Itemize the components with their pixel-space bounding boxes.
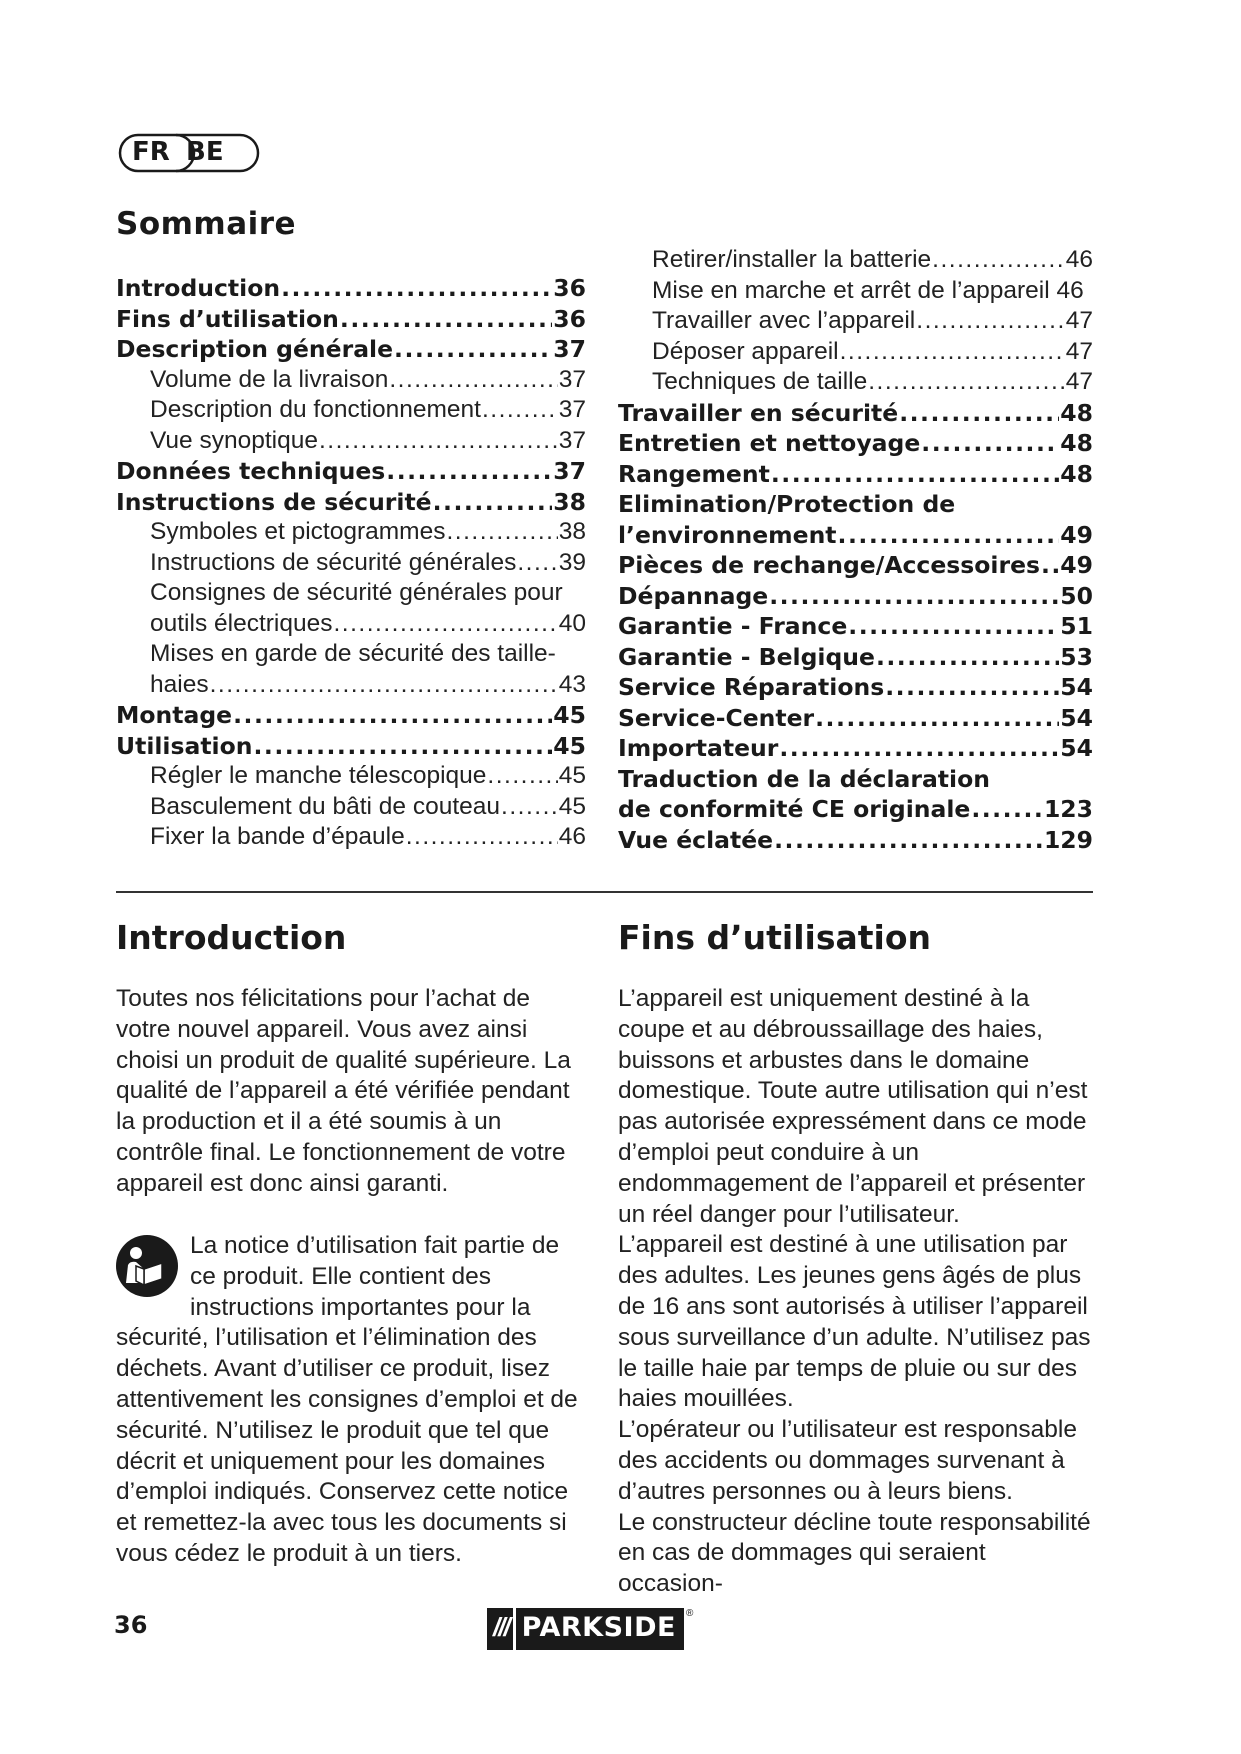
toc-entry-page: 54 <box>1060 703 1093 732</box>
fins-paragraph-4: Le constructeur décline toute responsabilité en cas de dommages qui seraient occasion- <box>618 1508 1091 1598</box>
toc-entry-label: Données techniques <box>116 457 386 485</box>
toc-entry-leader <box>868 367 1065 398</box>
toc-entry-label: Techniques de taille <box>652 368 868 395</box>
toc-left-column <box>116 273 586 853</box>
introduction-paragraph-2-block <box>116 1231 588 1570</box>
toc-entry <box>116 731 586 762</box>
toc-entry <box>618 764 1093 795</box>
toc-entry-label: outils électriques <box>150 609 333 637</box>
toc-entry <box>618 611 1093 642</box>
toc-entry <box>618 428 1093 459</box>
toc-entry-label: Régler le manche télescopique <box>150 762 487 789</box>
toc-entry-label: Retirer/installer la batterie <box>652 246 932 273</box>
toc-entry-leader <box>876 642 1059 673</box>
toc-entry-page: 36 <box>553 274 586 302</box>
toc-entry <box>116 395 586 426</box>
introduction-paragraph-2: La notice d’utilisation fait partie de ce produit. Elle contient des instructions importantes pour la sécurité, l’utilisation et l’élimination des déchets. Avant d’utiliser ce produit, lisez attentivement les consignes d’emploi et de sécurité. N’utilisez le produit que tel que décrit et uniquement pour les domaines d’emploi indiqués. Conservez cette notice et remettez-la avec tous les documents si vous cédez le produit à un tiers. <box>116 1232 578 1567</box>
fins-paragraph-3: L’opérateur ou l’utilisateur est responsable des accidents ou dommages survenant à d’autres personnes ou à leurs biens. <box>618 1416 1077 1505</box>
toc-entry-label: Rangement <box>618 459 770 488</box>
toc-entry-label: Dépannage <box>618 581 769 610</box>
toc-entry-leader <box>838 520 1060 551</box>
section-divider <box>116 891 1093 893</box>
toc-entry-label: Introduction <box>116 274 281 302</box>
toc-entry-leader <box>389 365 557 396</box>
toc-entry-leader <box>254 731 553 762</box>
toc-entry-leader <box>406 822 558 853</box>
read-manual-icon <box>114 1233 180 1299</box>
toc-entry-leader <box>815 703 1059 734</box>
toc-entry-leader <box>487 761 557 792</box>
toc-entry-leader <box>774 825 1043 856</box>
toc-entry-label: Symboles et pictogrammes <box>150 518 446 545</box>
page-number: 36 <box>114 1611 148 1639</box>
language-primary: FR <box>132 137 170 167</box>
toc-entry <box>618 398 1093 429</box>
toc-entry <box>116 700 586 731</box>
toc-entry <box>618 733 1093 764</box>
toc-entry <box>116 487 586 518</box>
toc-entry-label: Pièces de rechange/Accessoires <box>618 551 1040 579</box>
toc-entry-leader <box>932 245 1065 276</box>
language-badge <box>116 133 268 173</box>
toc-entry-page: 39 <box>558 548 586 576</box>
toc-entry-leader <box>482 395 558 426</box>
toc-entry <box>116 517 586 548</box>
toc-entry-leader <box>916 306 1064 337</box>
toc-entry-leader <box>1041 550 1059 581</box>
toc-entry <box>116 639 586 670</box>
parkside-logo <box>487 1608 693 1650</box>
toc-entry-page: 37 <box>553 457 586 485</box>
toc-entry-leader <box>517 548 557 579</box>
toc-entry-label: Importateur <box>618 734 779 762</box>
toc-entry-leader <box>446 517 557 548</box>
toc-entry <box>618 367 1093 398</box>
toc-entry-leader <box>394 334 552 365</box>
toc-entry-label: Service Réparations <box>618 673 885 701</box>
toc-entry-label: Instructions de sécurité générales <box>150 548 517 576</box>
toc-entry-label: Traduction de la déclaration <box>618 764 990 793</box>
toc-title: Sommaire <box>116 206 297 242</box>
toc-entry-label: Vue éclatée <box>618 825 774 854</box>
toc-entry-page: 49 <box>1060 551 1093 579</box>
toc-entry-label: Elimination/Protection de <box>618 490 956 518</box>
toc-entry-page: 37 <box>558 365 586 393</box>
toc-entry <box>618 520 1093 551</box>
toc-entry <box>618 550 1093 581</box>
toc-entry-leader <box>386 456 552 487</box>
toc-entry-label: Déposer appareil <box>652 337 839 365</box>
toc-entry-page: 47 <box>1065 368 1093 395</box>
toc-entry <box>618 245 1093 276</box>
toc-entry <box>618 489 1093 520</box>
toc-entry-leader <box>340 304 552 335</box>
toc-entry <box>618 306 1093 337</box>
toc-entry-label: l’environnement <box>618 520 837 549</box>
toc-entry-page: 38 <box>558 518 586 545</box>
toc-entry-label: Instructions de sécurité <box>116 487 432 516</box>
toc-entry-leader <box>233 700 552 731</box>
toc-entry-page: 38 <box>553 487 586 516</box>
toc-entry-label: Volume de la livraison <box>150 365 389 393</box>
fins-heading: Fins d’utilisation <box>618 918 932 957</box>
toc-entry-label: Description du fonctionnement <box>150 396 481 423</box>
logo-slashes: /// <box>487 1608 513 1650</box>
toc-entry-page: 37 <box>553 335 586 363</box>
toc-entry <box>618 642 1093 673</box>
toc-entry-page: 46 <box>1065 246 1093 273</box>
toc-entry-label: Utilisation <box>116 731 253 760</box>
toc-entry-label: Fins d’utilisation <box>116 304 339 333</box>
toc-entry-page: 47 <box>1065 307 1093 334</box>
toc-entry-label: Basculement du bâti de couteau <box>150 792 501 820</box>
toc-entry-page: 40 <box>558 609 586 637</box>
toc-entry-page: 36 <box>553 304 586 333</box>
toc-entry <box>618 672 1093 703</box>
toc-entry <box>116 304 586 335</box>
toc-entry <box>116 426 586 457</box>
toc-entry-page: 54 <box>1060 734 1093 762</box>
toc-entry-leader <box>971 794 1043 825</box>
toc-entry-page: 37 <box>558 426 586 454</box>
toc-entry-label: Fixer la bande d’épaule <box>150 823 405 850</box>
toc-entry-label: Garantie - France <box>618 612 848 640</box>
toc-entry-page: 51 <box>1060 612 1093 640</box>
toc-entry-leader <box>921 428 1059 459</box>
introduction-heading: Introduction <box>116 918 347 957</box>
toc-entry <box>618 459 1093 490</box>
toc-entry-page: 49 <box>1060 520 1093 549</box>
toc-entry-label: de conformité CE originale <box>618 795 971 823</box>
toc-entry-page: 45 <box>553 701 586 729</box>
toc-entry-label: haies <box>150 670 209 698</box>
toc-entry-leader <box>771 459 1059 490</box>
toc-entry-page: 47 <box>1065 337 1093 365</box>
toc-entry <box>618 581 1093 612</box>
toc-entry <box>618 276 1093 307</box>
toc-entry-leader <box>885 672 1059 703</box>
toc-entry-leader <box>840 337 1065 368</box>
toc-entry-page: 45 <box>558 792 586 820</box>
logo-registered-mark: ® <box>685 1608 694 1619</box>
toc-entry-label: Entretien et nettoyage <box>618 429 921 457</box>
logo-text: PARKSIDE <box>513 1608 684 1650</box>
toc-entry-leader <box>899 398 1059 429</box>
toc-entry-label: Consignes de sécurité générales pour <box>150 579 563 606</box>
toc-entry-label: Description générale <box>116 335 394 363</box>
toc-entry-leader <box>281 273 552 304</box>
fins-text <box>618 984 1093 1600</box>
toc-entry-label: Mise en marche et arrêt de l’appareil 46 <box>652 276 1084 304</box>
toc-entry-label: Mises en garde de sécurité des taille- <box>150 640 556 667</box>
toc-entry-leader <box>210 670 558 701</box>
toc-entry-label: Vue synoptique <box>150 426 318 454</box>
toc-entry-label: Travailler avec l’appareil <box>652 307 916 334</box>
introduction-paragraph-1: Toutes nos félicitations pour l’achat de votre nouvel appareil. Vous avez ainsi choisi un produit de qualité supérieure. La qualité de l’appareil a été vérifiée pendant la production et il a été soumis à un contrôle final. Le fonctionnement de votre appareil est donc ainsi garanti. <box>116 985 571 1197</box>
toc-entry-page: 45 <box>553 731 586 760</box>
toc-entry-page: 50 <box>1060 581 1093 610</box>
toc-entry-page: 53 <box>1060 642 1093 671</box>
toc-entry <box>116 822 586 853</box>
toc-entry <box>116 670 586 701</box>
toc-entry-leader <box>333 609 557 640</box>
toc-entry-label: Service-Center <box>618 703 815 732</box>
toc-entry <box>116 456 586 487</box>
toc-right-column <box>618 245 1093 855</box>
toc-entry <box>116 792 586 823</box>
toc-entry-page: 46 <box>558 823 586 850</box>
toc-entry-leader <box>779 733 1059 764</box>
toc-entry-leader <box>501 792 558 823</box>
toc-entry-leader <box>319 426 558 457</box>
toc-entry-page: 48 <box>1060 429 1093 457</box>
toc-entry-label: Travailler en sécurité <box>618 398 899 427</box>
toc-entry-page: 123 <box>1043 795 1093 823</box>
toc-entry <box>116 548 586 579</box>
toc-entry <box>116 761 586 792</box>
toc-entry-page: 43 <box>558 670 586 698</box>
toc-entry-leader <box>769 581 1059 612</box>
toc-entry <box>116 609 586 640</box>
toc-entry-page: 48 <box>1060 459 1093 488</box>
toc-entry-leader <box>848 611 1059 642</box>
toc-entry <box>618 337 1093 368</box>
toc-entry-label: Garantie - Belgique <box>618 642 875 671</box>
toc-entry-page: 45 <box>558 762 586 789</box>
toc-entry <box>618 794 1093 825</box>
language-secondary: BE <box>186 137 224 167</box>
toc-entry <box>116 334 586 365</box>
toc-entry-page: 54 <box>1060 673 1093 701</box>
toc-entry-page: 129 <box>1043 825 1093 854</box>
toc-entry-label: Montage <box>116 701 233 729</box>
fins-paragraph-2: L’appareil est destiné à une utilisation par des adultes. Les jeunes gens âgés de plus de 16 ans sont autorisés à utiliser l’appareil sous surveillance d’un adulte. N’utilisez pas le taille haie par temps de pluie ou sur des haies mouillées. <box>618 1231 1091 1413</box>
toc-entry <box>116 273 586 304</box>
toc-entry-page: 37 <box>558 396 586 423</box>
toc-entry-leader <box>433 487 553 518</box>
toc-entry <box>116 578 586 609</box>
toc-entry <box>618 703 1093 734</box>
toc-entry <box>116 365 586 396</box>
fins-paragraph-1: L’appareil est uniquement destiné à la coupe et au débroussaillage des haies, buissons et arbustes dans le domaine domestique. Toute autre utilisation qui n’est pas autorisée expressément dans ce mode d’emploi peut conduire à un endommagement de l’appareil et présenter un réel danger pour l’utilisateur. <box>618 985 1088 1228</box>
toc-entry <box>618 825 1093 856</box>
toc-entry-page: 48 <box>1060 398 1093 427</box>
